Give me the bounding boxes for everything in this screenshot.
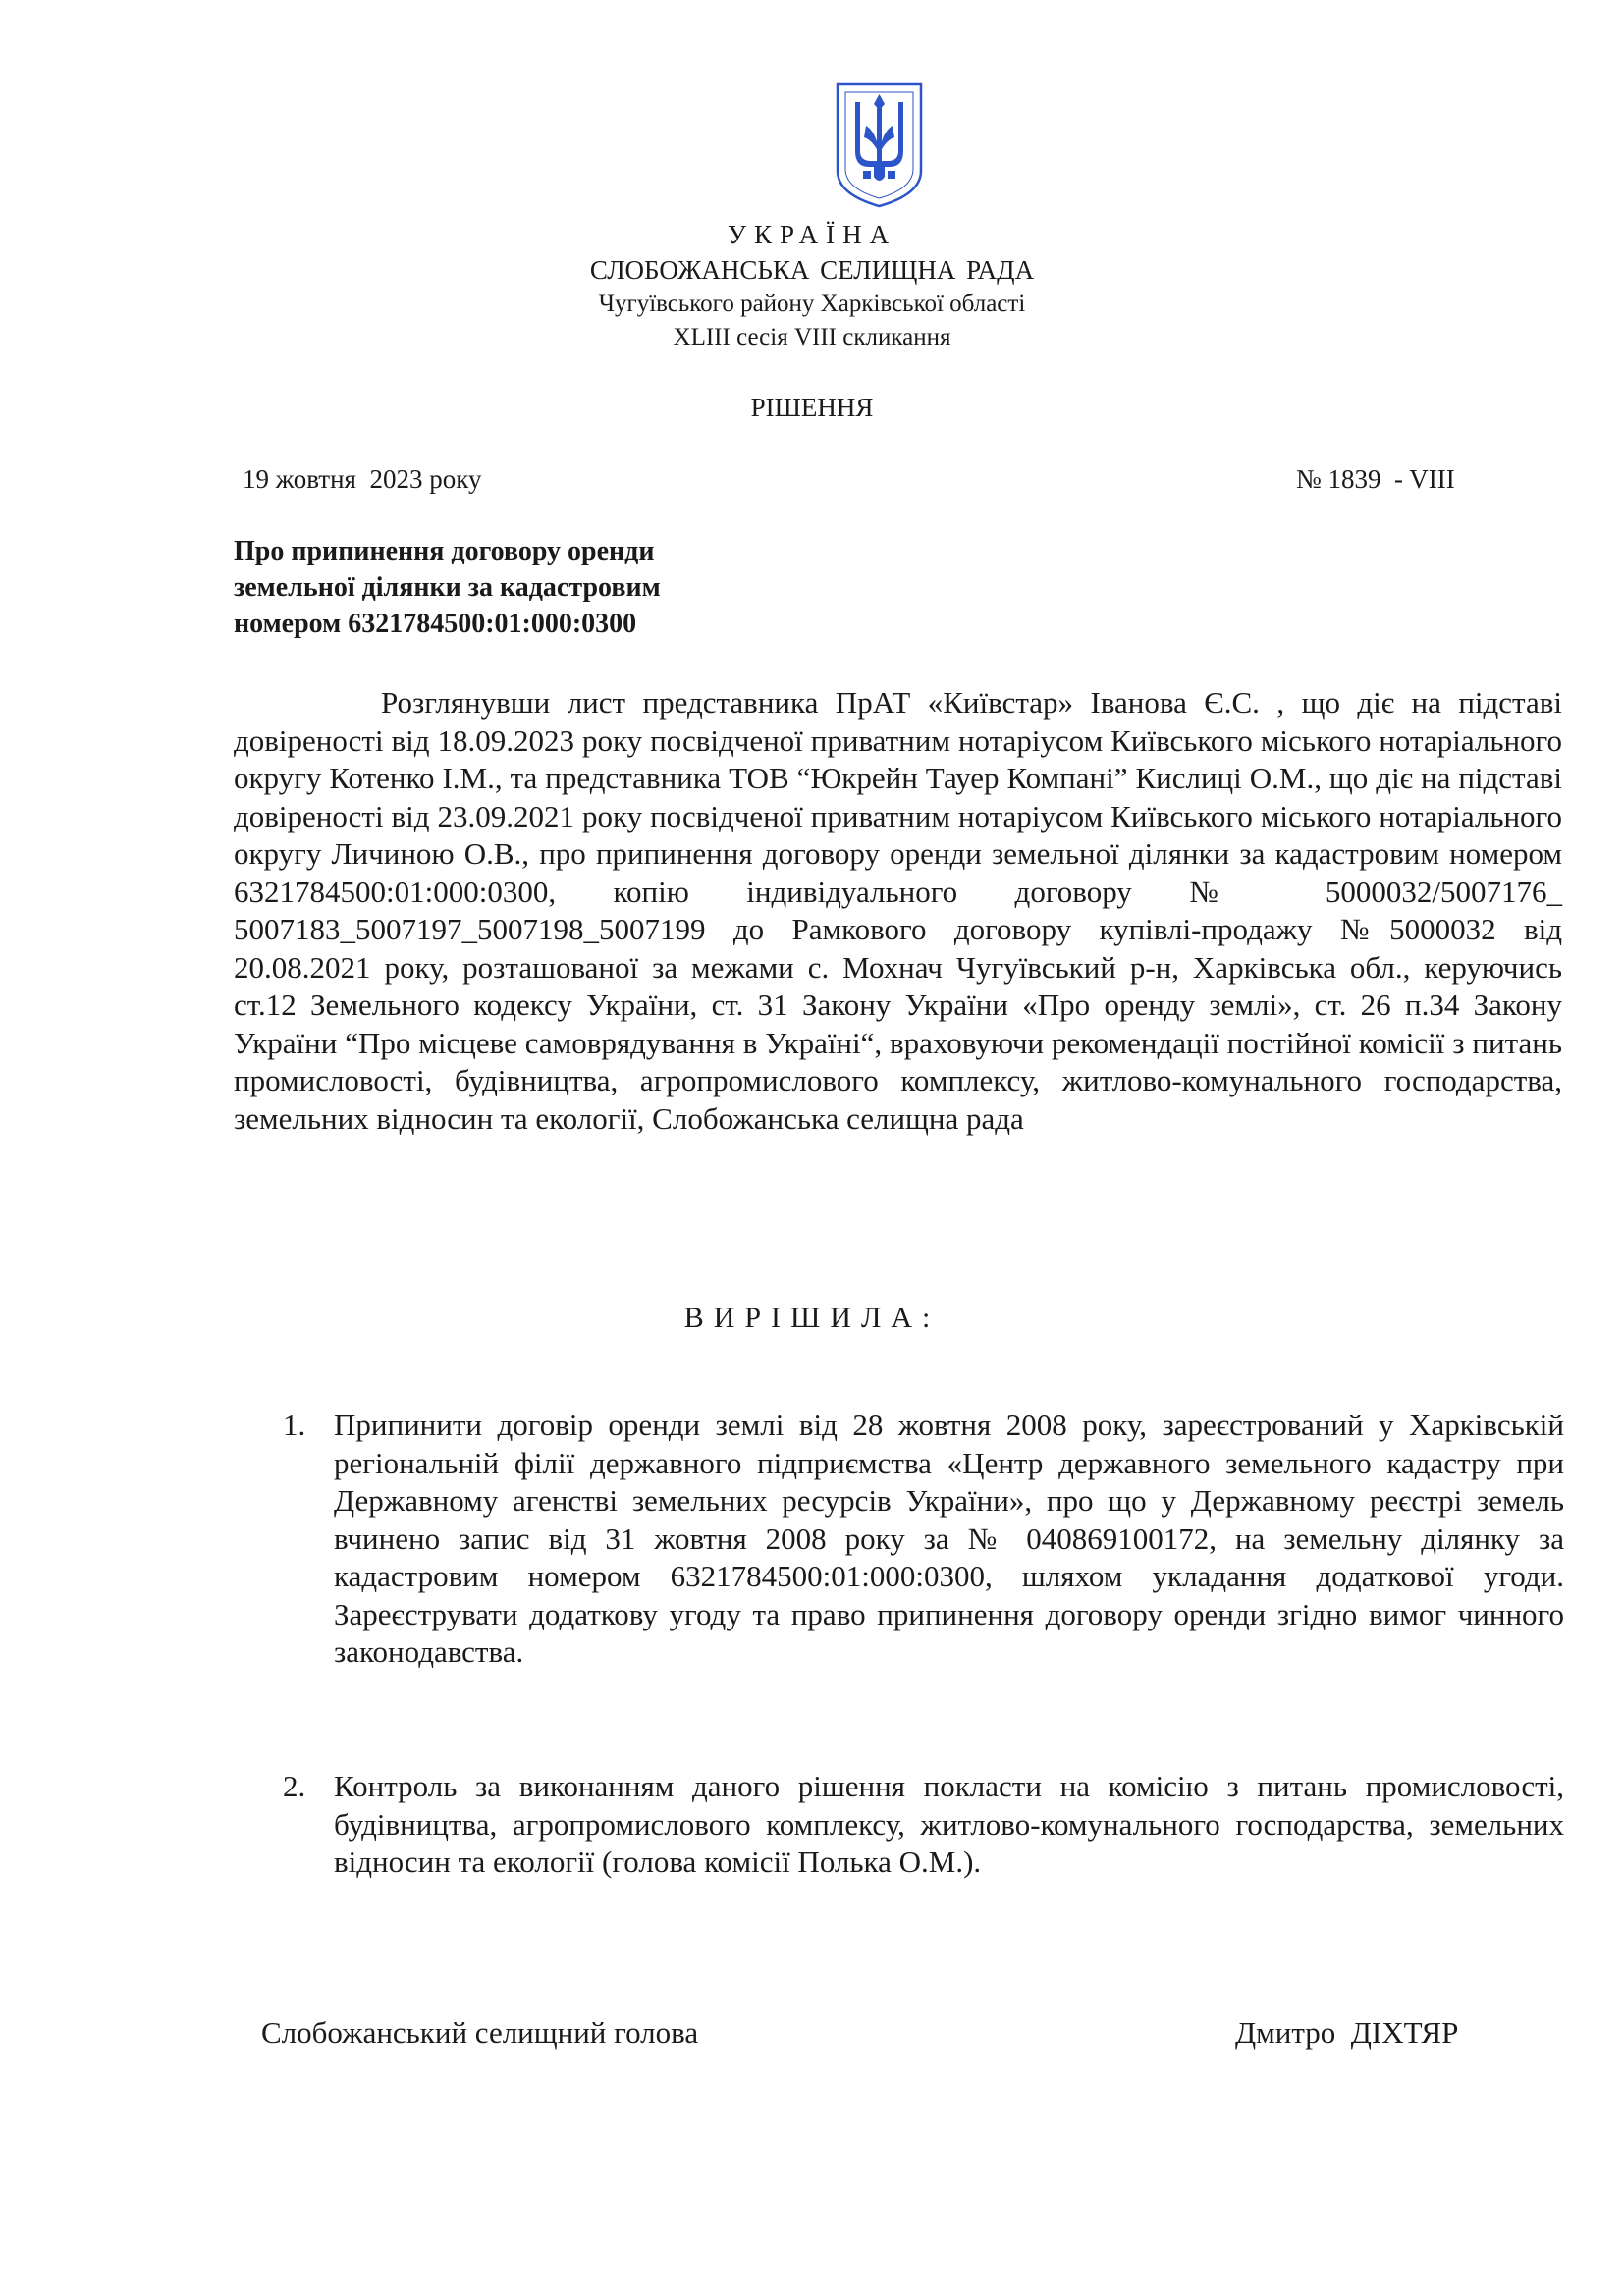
header-council: СЛОБОЖАНСЬКА СЕЛИЩНА РАДА [589, 255, 1035, 285]
list-item-number: 2. [283, 1769, 306, 1803]
header-session: XLIII сесія VIII скликання [673, 324, 951, 350]
decision-subject [234, 533, 661, 642]
signature-position: Слобожанський селищний голова [261, 2015, 699, 2050]
list-item-text: Припинити договір оренди землі від 28 жовтня 2008 року, зареєстрований у Харківській регіональній філії державного підприємства «Центр державного земельного кадастру при Державному агенстві земельних ресурсів України», про що у Державному реєстрі земель вчинено запис від 31 жовтня 2008 року за № 040869100172, на земельну ділянку за кадастровим номером 6321784500:01:000:0300, шляхом укладання додаткової угоди. Зареєструвати додаткову угоду та право припинення договору оренди згідно вимог чинного законодавства. [334, 1408, 1564, 1669]
subject-line: земельної ділянки за кадастровим [234, 572, 661, 603]
header-district: Чугуївського району Харківської області [598, 291, 1026, 317]
subject-line: Про припинення договору оренди [234, 536, 655, 566]
coat-of-arms-trident-icon [834, 80, 925, 210]
resolved-heading: ВИРІШИЛА: [683, 1302, 941, 1334]
subject-line: номером 6321784500:01:000:0300 [234, 609, 637, 639]
decision-date: 19 жовтня 2023 року [243, 464, 482, 494]
decision-number: № 1839 - VIII [1296, 464, 1455, 494]
header-country: УКРАЇНА [727, 220, 897, 249]
document-type: РІШЕННЯ [750, 393, 874, 422]
signature-name: Дмитро ДІХТЯР [1235, 2015, 1459, 2050]
list-item-text: Контроль за виконанням даного рішення покласти на комісію з питань промисловості, будівництва, агропромислового комплексу, житлово-комунального господарства, земельних відносин та екології (голова комісії Полька О.М.). [334, 1769, 1564, 1879]
list-item-number: 1. [283, 1408, 306, 1442]
preamble-paragraph: Розглянувши лист представника ПрАТ «Київстар» Іванова Є.С. , що діє на підставі довіреності від 18.09.2023 року посвідченої приватним нотаріусом Київського міського нотаріального округу Котенко І.М., та представника ТОВ “Юкрейн Тауер Компані” Кислиці О.М., що діє на підставі довіреності від 23.09.2021 року посвідченої приватним нотаріусом Київського міського нотаріального округу Личиною О.В., про припинення договору оренди земельної ділянки за кадастровим номером 6321784500:01:000:0300, копію індивідуального договору № 5000032/5007176_ 5007183_5007197_5007198_5007199 до Рамкового договору купівлі-продажу №5000032 від 20.08.2021 року, розташованої за межами с. Мохнач Чугуївський р-н, Харківська обл., керуючись ст.12 Земельного кодексу України, ст. 31 Закону України «Про оренду землі», ст. 26 п.34 Закону України “Про місцеве самоврядування в Україні“, враховуючи рекомендації постійної комісії з питань промисловості, будівництва, агропромислового комплексу, житлово-комунального господарства, земельних відносин та екології, Слобожанська селищна рада [234, 685, 1562, 1136]
